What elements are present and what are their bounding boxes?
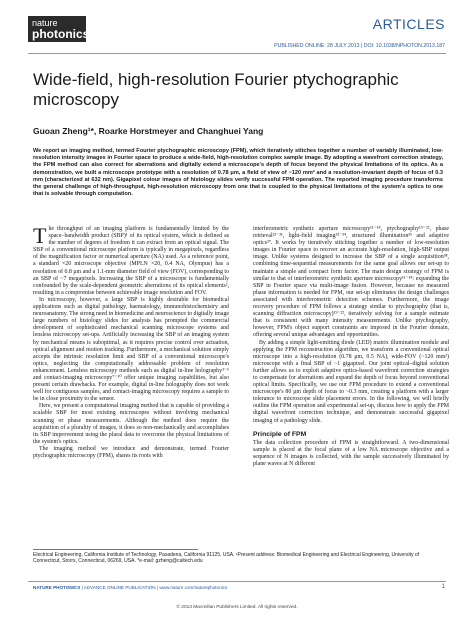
section-label: ARTICLES [372, 16, 445, 32]
footer-divider [28, 581, 446, 582]
body-column-left [33, 223, 229, 460]
page-footer [33, 585, 227, 590]
paragraph: By adding a simple light-emitting diode (LED) matrix illumination module and applying the FPM reconstruction algorithm, we transform a conventional optical microscope into a high-resolution (0.78 μm, 0.5 NA), wide-FOV (~120 mm²) microscope with a final SBP of ~1 gigapixel. Our joint optical–digital solution further allows us to exploit adaptive optics-based wavefront correction strategies to compensate for aberrations and expand the depth of focus beyond conventional optical limits. Specifically, we use our FPM procedure to extend a conventional microscope's 80 μm depth of focus to ~0.3 mm, creating a platform with a larger tolerance to microscope slide placement errors. In the following, we will briefly outline the FPM operation and experimental set-up, discuss how to apply the FPM digital wavefront correction technique, and demonstrate successful gigapixel imaging of a pathology slide. [253, 339, 449, 424]
logo-line-nature: nature [32, 18, 58, 28]
body-column-right [253, 226, 449, 468]
article-title: Wide-field, high-resolution Fourier ptychographic microscopy [33, 70, 399, 109]
paragraph: The data collection procedure of FPM is straightforward. A two-dimensional sample is placed at the focal plane of a low NA microscope objective and a sequence of N images is collected, with the sample successively illuminated by plane waves at N different [253, 439, 449, 467]
paragraph: Here, we present a computational imaging method that is capable of providing a scalable SBP for most existing microscopes without involving mechanical scanning or phase measurements. Although the method does require the acquisition of a plurality of images, it does so non-mechanically and accomplishes its SBP improvement using the plural data to overcome the physical limitations of the system's optics. [33, 403, 229, 445]
paragraph: The imaging method we introduce and demonstrate, termed Fourier ptychographic microscopy (FPM), shares its roots with [33, 445, 229, 459]
drop-cap: T [33, 223, 47, 248]
paragraph: In microscopy, however, a large SBP is highly desirable for biomedical applications such as digital pathology, haematology, immunohistochemistry and neuroanatomy. The strong need in biomedicine and neuroscience to digitally image large numbers of histology slides for analysis has prompted the commercial development of sophisticated mechanical scanning microscope systems and lensless microscopy set-ups. Artificially increasing the SBP of an imaging system by mechanical means is suboptimal, as it requires precise control over actuation, optical alignment and motion tracking. Furthermore, a mechanical solution simply accepts the intrinsic resolution limit and SBP of a conventional microscope's optics, neglecting the computationally addressable problem of resolution enhancement. Lensless microscopy methods such as digital in-line holography³⁻⁶ and contact-imaging microscopy⁷⁻¹⁰ offer unique imaging capabilities, but also present certain drawbacks. For example, digital in-line holography does not work well for contiguous samples, and contact-imaging microscopy requires a sample to be in close proximity to the sensor. [33, 296, 229, 403]
footer-info: | ADVANCE ONLINE PUBLICATION | www.nature.com/naturephotonics [80, 585, 228, 590]
page-number: 1 [441, 584, 445, 590]
copyright-notice: © 2013 Macmillan Publishers Limited. All rights reserved. [176, 605, 298, 610]
page-header [0, 0, 474, 68]
paragraph-intro-text: he throughput of an imaging platform is fundamentally limited by the space–bandwidth product (SBP)¹ of its optical system, which is defined as the number of degrees of freedom it can extract from an optical signal. The SBP of a conventional microscope platform is typically in megapixels, regardless of the magnification factor or numerical aperture (NA) used. As a reference point, a standard ×20 microscope objective (MPLN ×20, 0.4 NA, Olympus) has a resolution of 0.8 μm and a 1.1-mm diameter field of view (FOV), corresponding to an SBP of ~7 megapixels. Increasing the SBP of a microscope is fundamentally confounded by the scale-dependent geometric aberrations of its optical elements², resulting in a compromise between achievable image resolution and FOV. [33, 226, 229, 296]
header-divider [28, 53, 446, 54]
publication-info: PUBLISHED ONLINE: 28 JULY 2013 | DOI: 10.1038/NPHOTON.2013.187 [274, 43, 445, 49]
logo-line-photonics: photonics [32, 27, 90, 41]
abstract: We report an imaging method, termed Fourier ptychographic microscopy (FPM), which iteratively stitches together a number of variably illuminated, low-resolution intensity images in Fourier space to produce a wide-field, high-resolution complex sample image. By adopting a wavefront correction strategy, the FPM method can also correct for aberrations and digitally extend a microscope's depth of focus beyond the physical limitations of its optics. As a demonstration, we built a microscope prototype with a resolution of 0.78 μm, a field of view of ~120 mm² and a resolution-invariant depth of focus of 0.3 mm (characterized at 632 nm). Gigapixel colour images of histology slides verify successful FPM operation. The reported imaging procedure transforms the general challenge of high-throughput, high-resolution microscopy from one that is coupled to the physical limitations of the system's optics to one that is solvable through computation. [33, 148, 443, 198]
footer-journal-name: NATURE PHOTONICS [33, 585, 81, 590]
section-heading: Principle of FPM [253, 430, 307, 438]
paragraph: interferometric synthetic aperture microscopy¹¹⁻¹⁸, ptychography¹⁹⁻²², phase retrieval²³⁻³¹, light-field imaging³²⁻³⁴, structured illumination³⁵ and adaptive optics³⁷. It works by iteratively stitching together a number of low-resolution images in Fourier space to recover an accurate high-resolution, high-SBP output image. Unlike systems designed to increase the SBP of a single acquisition³⁸, combining time-sequential measurements for the same goal allows our set-up to maintain a simple and compact form factor. The main design strategy of FPM is similar to that of interferometric synthetic aperture microscopy¹¹⁻¹⁸: expanding the SBP in Fourier space via multi-image fusion. However, because no measured phase information is needed for FPM, our set-up eliminates the design challenges associated with interferometric detection schemes. Furthermore, the image recovery procedure of FPM follows a strategy similar to ptychography (that is, scanning diffraction microscopy)¹⁹⁻²², iteratively solving for a sample estimate that is consistent with many intensity measurements. Unlike ptychography, however, FPM's object support constraints are imposed in the Fourier domain, offering several unique advantages and opportunities. [253, 226, 449, 339]
author-list: Guoan Zheng¹*, Roarke Horstmeyer and Changhuei Yang [33, 126, 264, 136]
journal-logo [28, 16, 90, 42]
paragraph-intro [33, 223, 229, 297]
footnote-divider [33, 549, 198, 550]
affiliation-footnote: Electrical Engineering, California Institute of Technology, Pasadena, California 91125, USA. ¹Present address: Biomedical Engineering and Electrical Engineering, University of Connecticut, Storrs, Connecticut, 06269, USA. *e-mail: gzheng@caltech.edu [33, 552, 420, 565]
